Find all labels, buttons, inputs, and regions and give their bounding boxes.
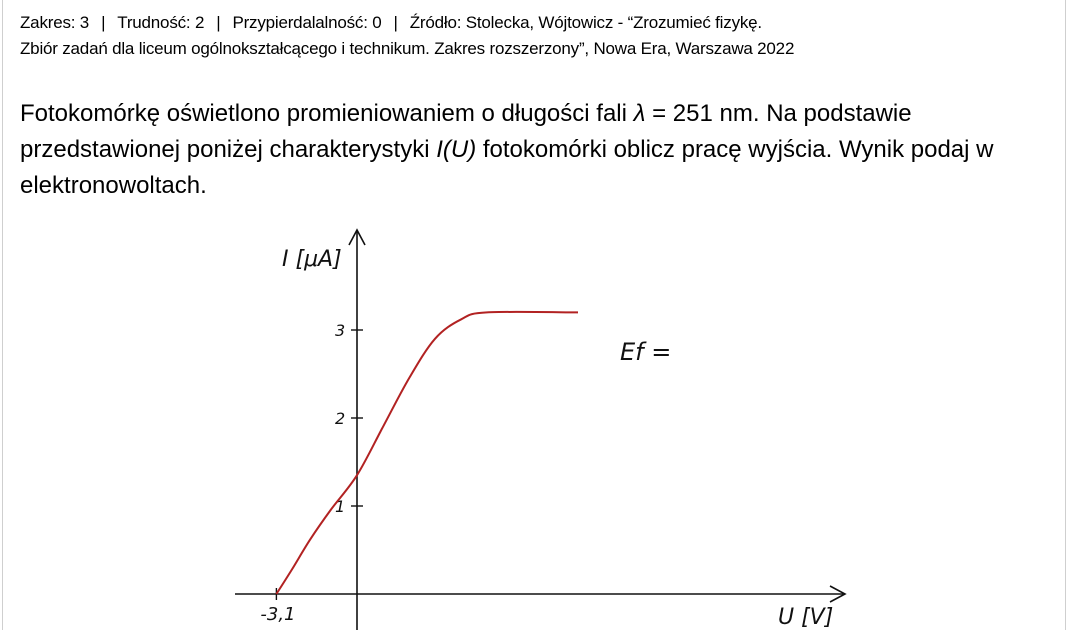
y-tick-label: 1 [335,497,346,516]
przypierdalalnosc-label: Przypierdalalność: 0 [232,13,382,32]
separator: | [101,13,106,32]
problem-text-part-1: Fotokomórkę oświetlono promieniowaniem o długości fali [20,100,634,127]
separator: | [393,13,398,32]
source-line-2: Zbiór zadań dla liceum ogólnokształcącego i technikum. Zakres rozszerzony”, Nowa Era, Warszawa 2022 [20,39,795,58]
function-symbol: I(U) [436,136,477,163]
work-function-annotation: Ef = [620,338,672,366]
iu-curve [276,312,578,594]
task-metadata [20,10,1050,62]
y-axis-label: I [μA] [282,247,342,272]
trudnosc-label: Trudność: 2 [117,13,205,32]
metadata-line-1 [20,10,1050,36]
iu-characteristic-chart [0,220,1068,630]
lambda-symbol: λ [633,100,646,127]
chart-axes [235,230,845,630]
source-line-1: Źródło: Stolecka, Wójtowicz - “Zrozumieć fizykę. [409,13,762,32]
zakres-label: Zakres: 3 [20,13,90,32]
problem-text-part-2: = 251 nm. Na podstawie przedstawionej poniżej charakterystyki [20,100,912,163]
problem-statement [20,96,1060,204]
x-axis-label: U [V] [778,605,834,630]
x-tick-label: -3,1 [260,604,296,625]
y-tick-label: 2 [335,409,346,428]
chart-ticks [260,321,363,625]
separator: | [216,13,221,32]
y-tick-label: 3 [335,321,346,340]
problem-text-part-3: fotokomórki oblicz pracę wyjścia. Wynik podaj w elektronowoltach. [20,136,994,199]
